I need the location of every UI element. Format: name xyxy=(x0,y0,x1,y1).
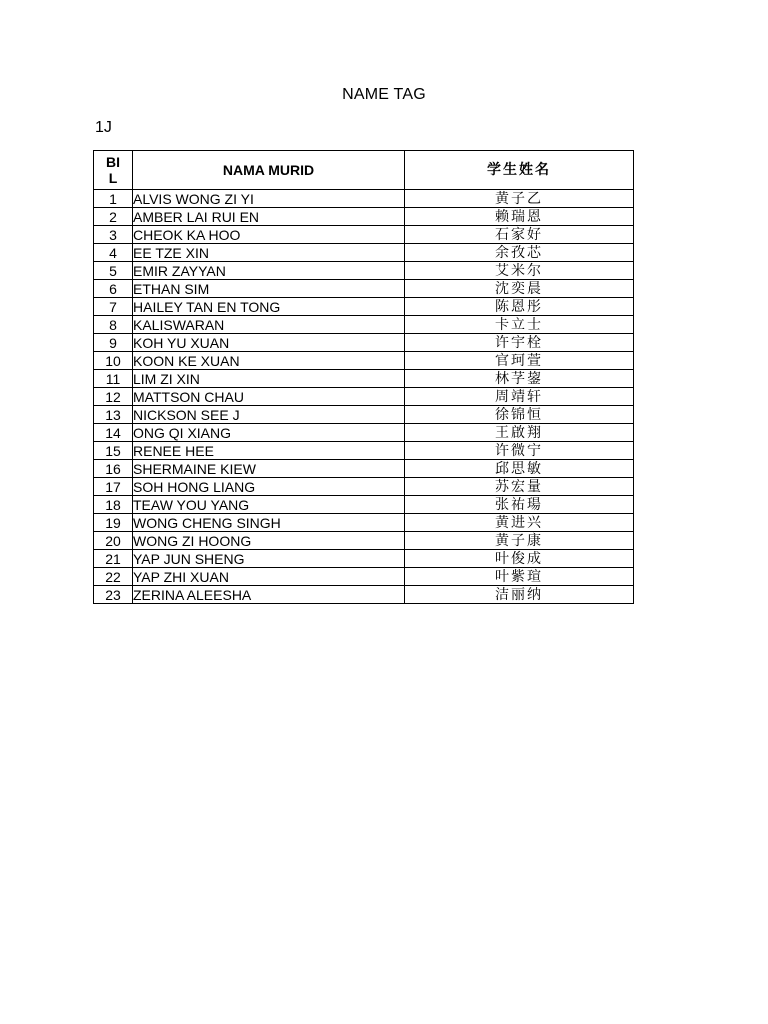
table-row xyxy=(94,406,634,424)
header-bil-line1: BI xyxy=(106,154,120,170)
student-name: ZERINA ALEESHA xyxy=(133,586,405,604)
row-number: 1 xyxy=(94,190,133,208)
row-number: 22 xyxy=(94,568,133,586)
table-row xyxy=(94,280,634,298)
student-name: KALISWARAN xyxy=(133,316,405,334)
row-number: 12 xyxy=(94,388,133,406)
student-name: EMIR ZAYYAN xyxy=(133,262,405,280)
row-number: 14 xyxy=(94,424,133,442)
student-chinese-name: 林芓鋆 xyxy=(405,370,634,388)
table-row xyxy=(94,496,634,514)
row-number: 8 xyxy=(94,316,133,334)
class-label: 1J xyxy=(95,119,112,136)
row-number: 7 xyxy=(94,298,133,316)
student-name: ALVIS WONG ZI YI xyxy=(133,190,405,208)
page-title: NAME TAG xyxy=(342,86,426,103)
student-chinese-name: 周靖轩 xyxy=(405,388,634,406)
row-number: 3 xyxy=(94,226,133,244)
header-nama-murid: NAMA MURID xyxy=(133,151,405,190)
student-name: ONG QI XIANG xyxy=(133,424,405,442)
table-row xyxy=(94,352,634,370)
table-row xyxy=(94,514,634,532)
row-number: 17 xyxy=(94,478,133,496)
student-name: TEAW YOU YANG xyxy=(133,496,405,514)
row-number: 15 xyxy=(94,442,133,460)
student-name: RENEE HEE xyxy=(133,442,405,460)
table-row xyxy=(94,226,634,244)
row-number: 10 xyxy=(94,352,133,370)
table-row xyxy=(94,244,634,262)
student-name: EE TZE XIN xyxy=(133,244,405,262)
row-number: 9 xyxy=(94,334,133,352)
student-chinese-name: 沈奕晨 xyxy=(405,280,634,298)
student-name: WONG ZI HOONG xyxy=(133,532,405,550)
header-chinese-name: 学生姓名 xyxy=(405,151,634,190)
student-chinese-name: 赖瑞恩 xyxy=(405,208,634,226)
student-chinese-name: 许宇栓 xyxy=(405,334,634,352)
table-row xyxy=(94,532,634,550)
student-chinese-name: 石家好 xyxy=(405,226,634,244)
student-chinese-name: 苏宏量 xyxy=(405,478,634,496)
student-chinese-name: 卡立士 xyxy=(405,316,634,334)
student-chinese-name: 许微宁 xyxy=(405,442,634,460)
row-number: 19 xyxy=(94,514,133,532)
student-chinese-name: 艾米尔 xyxy=(405,262,634,280)
row-number: 4 xyxy=(94,244,133,262)
table-row xyxy=(94,190,634,208)
student-chinese-name: 黄子康 xyxy=(405,532,634,550)
student-name: CHEOK KA HOO xyxy=(133,226,405,244)
student-chinese-name: 黄子乙 xyxy=(405,190,634,208)
student-chinese-name: 张祐瑒 xyxy=(405,496,634,514)
table-row xyxy=(94,442,634,460)
student-chinese-name: 黄进兴 xyxy=(405,514,634,532)
table-row xyxy=(94,460,634,478)
row-number: 20 xyxy=(94,532,133,550)
student-chinese-name: 官珂萱 xyxy=(405,352,634,370)
student-name: ETHAN SIM xyxy=(133,280,405,298)
row-number: 13 xyxy=(94,406,133,424)
table-row xyxy=(94,298,634,316)
row-number: 11 xyxy=(94,370,133,388)
student-name: MATTSON CHAU xyxy=(133,388,405,406)
student-name: SOH HONG LIANG xyxy=(133,478,405,496)
table-row xyxy=(94,334,634,352)
table-row xyxy=(94,568,634,586)
student-chinese-name: 余孜芯 xyxy=(405,244,634,262)
table-header-row xyxy=(94,151,634,190)
table-row xyxy=(94,424,634,442)
student-chinese-name: 邱思敏 xyxy=(405,460,634,478)
table-row xyxy=(94,478,634,496)
student-name: SHERMAINE KIEW xyxy=(133,460,405,478)
student-chinese-name: 叶俊成 xyxy=(405,550,634,568)
row-number: 16 xyxy=(94,460,133,478)
student-name: WONG CHENG SINGH xyxy=(133,514,405,532)
row-number: 5 xyxy=(94,262,133,280)
student-name: NICKSON SEE J xyxy=(133,406,405,424)
student-chinese-name: 王啟翔 xyxy=(405,424,634,442)
student-chinese-name: 洁丽纳 xyxy=(405,586,634,604)
row-number: 21 xyxy=(94,550,133,568)
row-number: 2 xyxy=(94,208,133,226)
table-row xyxy=(94,370,634,388)
table-row xyxy=(94,316,634,334)
table-row xyxy=(94,262,634,280)
student-roster-table xyxy=(93,150,634,604)
table-row xyxy=(94,550,634,568)
table-row xyxy=(94,208,634,226)
student-name: YAP ZHI XUAN xyxy=(133,568,405,586)
student-name: KOON KE XUAN xyxy=(133,352,405,370)
table-row xyxy=(94,388,634,406)
student-chinese-name: 徐锦恒 xyxy=(405,406,634,424)
header-bil xyxy=(94,151,133,190)
row-number: 23 xyxy=(94,586,133,604)
table-row xyxy=(94,586,634,604)
student-chinese-name: 陈恩彤 xyxy=(405,298,634,316)
student-name: LIM ZI XIN xyxy=(133,370,405,388)
row-number: 18 xyxy=(94,496,133,514)
student-name: KOH YU XUAN xyxy=(133,334,405,352)
student-name: YAP JUN SHENG xyxy=(133,550,405,568)
table-body xyxy=(94,190,634,604)
student-chinese-name: 叶紫瑄 xyxy=(405,568,634,586)
header-bil-line2: L xyxy=(108,170,118,186)
row-number: 6 xyxy=(94,280,133,298)
student-name: AMBER LAI RUI EN xyxy=(133,208,405,226)
student-name: HAILEY TAN EN TONG xyxy=(133,298,405,316)
